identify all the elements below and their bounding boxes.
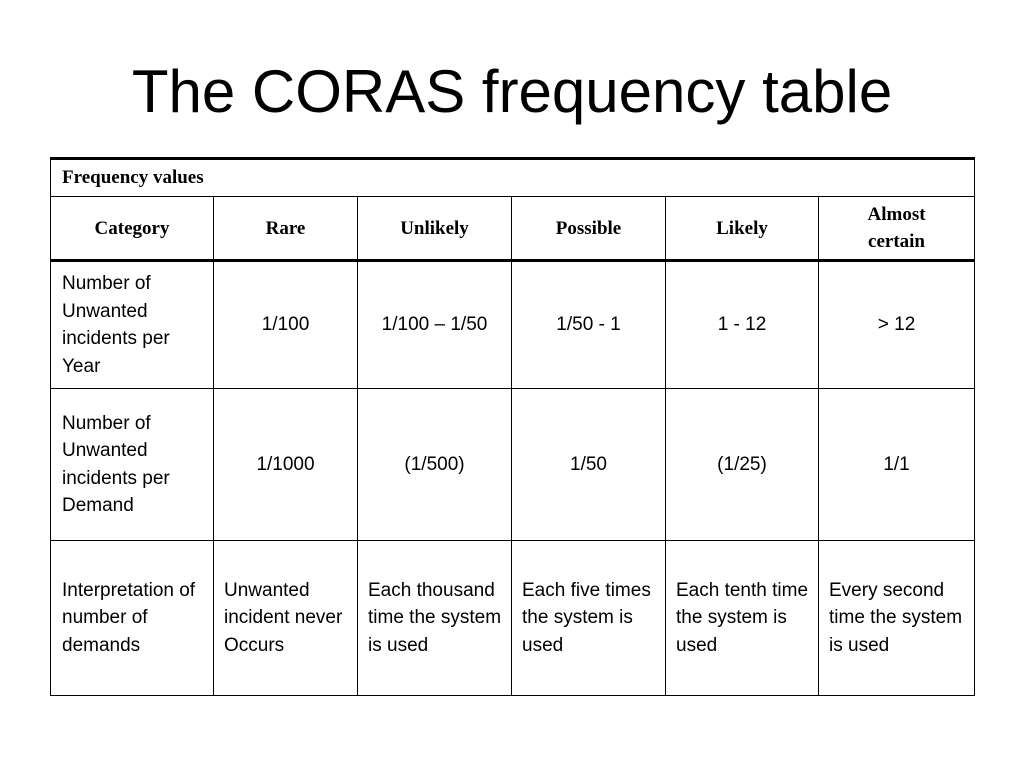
row-label-per-demand: Number of Unwanted incidents per Demand — [51, 389, 214, 541]
table-cell: Every second time the system is used — [819, 541, 975, 696]
table-cell: 1 - 12 — [666, 261, 819, 389]
table-cell: 1/50 — [512, 389, 666, 541]
header-almost-certain: Almost certain — [819, 197, 975, 261]
header-unlikely: Unlikely — [358, 197, 512, 261]
table-cell: 1/50 - 1 — [512, 261, 666, 389]
table-cell: 1/1 — [819, 389, 975, 541]
table-cell: 1/1000 — [214, 389, 358, 541]
table-cell: Each tenth time the system is used — [666, 541, 819, 696]
table-cell: 1/100 – 1/50 — [358, 261, 512, 389]
table-cell: Unwanted incident never Occurs — [214, 541, 358, 696]
header-rare: Rare — [214, 197, 358, 261]
table-row — [51, 541, 975, 696]
header-likely: Likely — [666, 197, 819, 261]
table-cell: > 12 — [819, 261, 975, 389]
frequency-table — [50, 157, 975, 696]
row-label-interpretation: Interpretation of number of demands — [51, 541, 214, 696]
header-category: Category — [51, 197, 214, 261]
row-label-per-year: Number of Unwanted incidents per Year — [51, 261, 214, 389]
table-caption: Frequency values — [51, 159, 975, 197]
header-possible: Possible — [512, 197, 666, 261]
table-row — [51, 261, 975, 389]
table-cell: (1/25) — [666, 389, 819, 541]
table-cell: (1/500) — [358, 389, 512, 541]
slide-title: The CORAS frequency table — [131, 58, 893, 125]
table-cell: Each five times the system is used — [512, 541, 666, 696]
table-cell: Each thousand time the system is used — [358, 541, 512, 696]
table-cell: 1/100 — [214, 261, 358, 389]
table-row — [51, 389, 975, 541]
